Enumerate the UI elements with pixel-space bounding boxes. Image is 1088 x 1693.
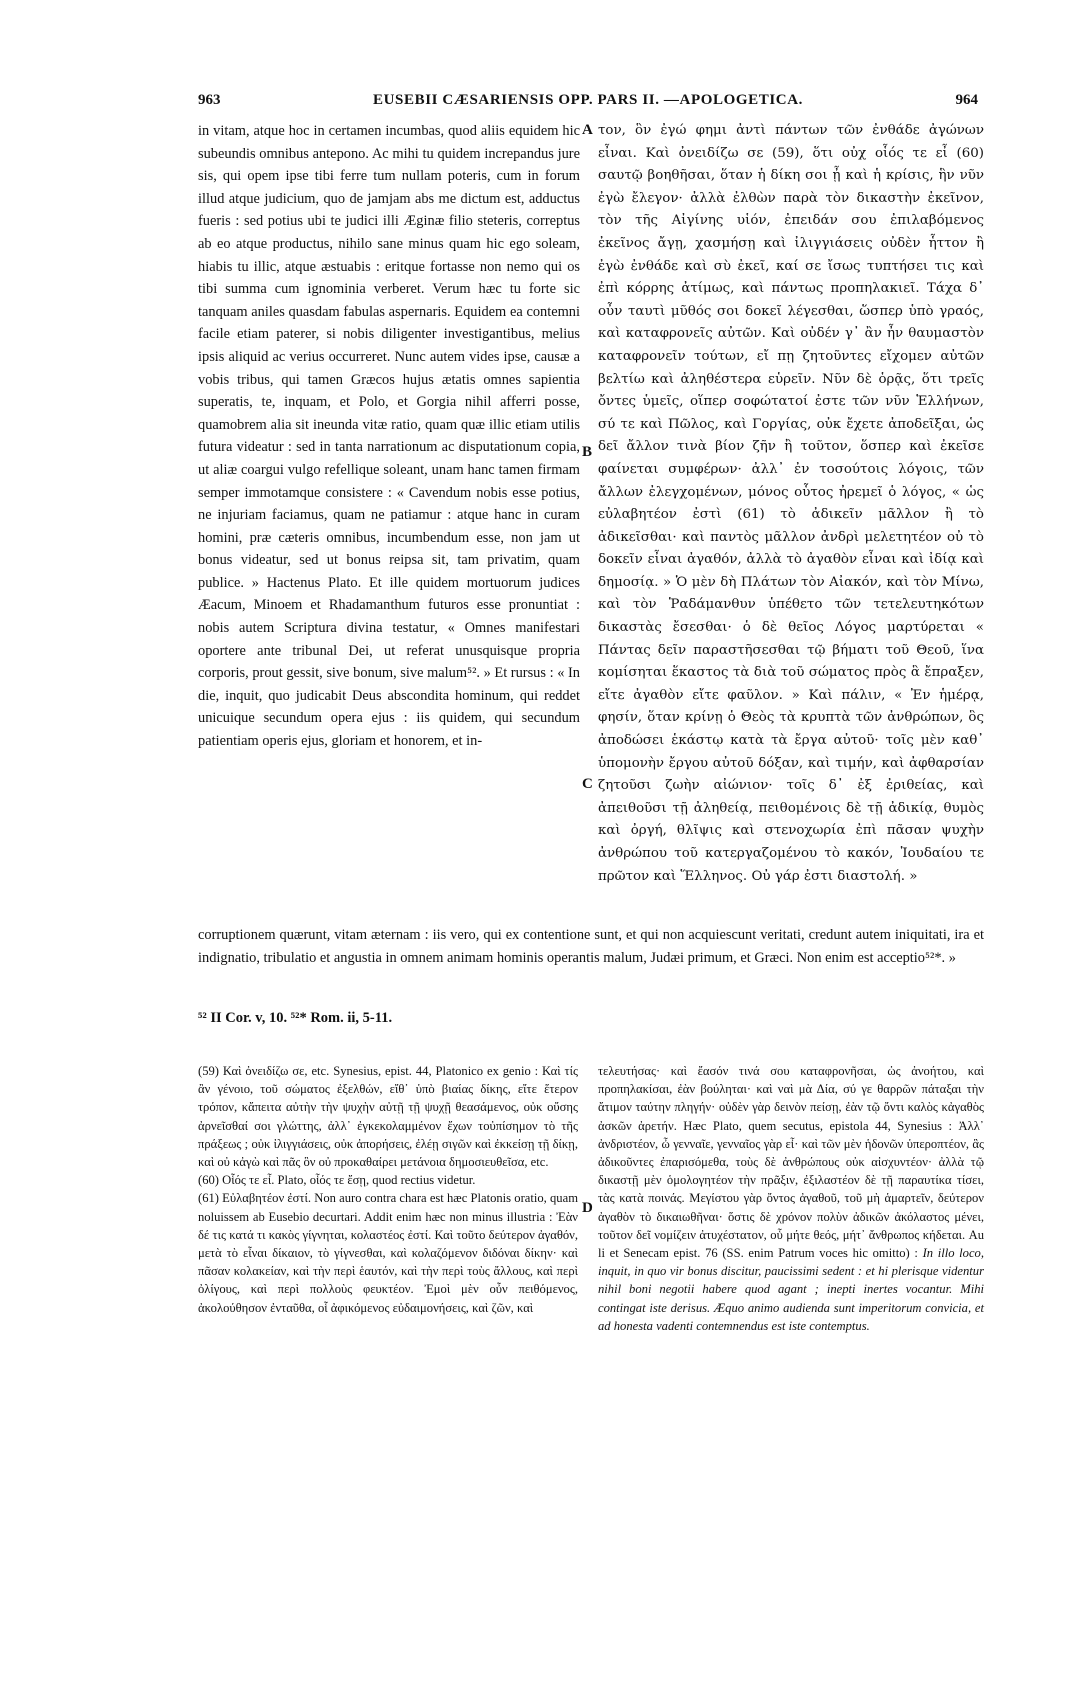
note-59: (59) Καὶ ὀνειδίζω σε, etc. Synesius, epist. 44, Platonico ex genio : Καὶ τίς ἂν γένοιο, τοῦ σώματος ἐξελθών, εἴθ᾽ ὑπὸ βιαίας δίκης, εἴτε ἕτερον τρόπον, κἄπειτα αὐτὴν τὴν ψυχὴν αὐτῇ τῇ ψυχῇ θεασάμενος, οὐκ οὔσης ἀρνεῖσθαί σοι γλώττης, ἀλλ᾽ ἐγκεκολαμμένον ἔχων τοὐπίσημον τὸ τῆς πράξεως ; οὐκ ἰλιγγιάσεις, οὐκ ἀπορήσεις, ἐλέῃ σιγῶν καὶ ἐκκείσῃ τῇ δίκῃ, καὶ οὐ κἀγὼ καὶ πᾶς ὃν οὐ προκαθαίρει μετάνοια δημοσιευθεῖσα, etc. [198,1064,578,1170]
notes-right-text: τελευτήσας· καὶ ἔασόν τινά σου καταφρονῆσαι, ὡς ἀνοήτου, καὶ προπηλακίσαι, ἐὰν βούληται· καὶ ναὶ μὰ Δία, σύ γε θαρρῶν πάταξαι τὴν ἄτιμον ταύτην πληγήν· οὐδὲν γὰρ δεινὸν πείσῃ, ἐὰν τῷ ὄντι καλὸς κἀγαθὸς ἀσκῶν ἀρετήν. Hæc Plato, quem secutus, epistola 44, Synesius : Ἀλλ᾽ ἀνδριστέον, ὦ γενναῖε, γενναῖος γὰρ εἶ· καὶ τῶν μὲν ἡδονῶν ὑπεροπτέον, ἃς ἀδικοῦντες ἐπαρισόμεθα, τοὺς δὲ ἀνθρώπους οὐκ αἰσχυντέον· ἀλλὰ τῷ δικαστῇ μὲν ὁμολογητέον τὴν πρᾶξιν, ἐξιλαστέον δὲ τῇ παραυτίκα τίσει, τὰς κατὰ ποινάς. Μεγίστου γὰρ ὄντος ἀγαθοῦ, τοῦ μὴ ἁμαρτεῖν, δεύτερον ἀγαθὸν τὸ δικαιωθῆναι· ὅστις δὲ χρόνον πολὺν ἀδικῶν ἀκόλαστος μένει, τοῦτον δεῖ νομίζειν ἀτυχέστατον, οὗ μήτε θεός, μήτ᾽ ἄνθρωπος κήδεται. Au li et Senecam epist. 76 (SS. enim Patrum voces hic omitto) : [598,1064,984,1261]
column-marker-a: A [582,122,593,138]
notes-right-column [598,1062,984,1335]
full-width-text-block [198,924,984,969]
greek-text: τον, ὃν ἐγώ φημι ἀντὶ πάντων τῶν ἐνθάδε ἀγώνων εἶναι. Καὶ ὀνειδίζω σε (59), ὅτι οὐχ οἷός τε εἶ (60) σαυτῷ βοηθῆσαι, ὅταν ἡ δίκη σοι ᾖ καὶ ἡ κρίσις, ἣν νῦν ἐγὼ ἔλεγον· ἀλλὰ ἐλθὼν παρὰ τὸν δικαστὴν ἐκεῖνον, τὸν τῆς Αἰγίνης υἱόν, ἐπειδάν σου ἐπιλαβόμενος ἐκεῖνος ἄγῃ, χασμήσῃ καὶ ἰλιγγιάσεις οὐδὲν ἧττον ἢ ἐγὼ ἐνθάδε καὶ σὺ ἐκεῖ, καί σε ἴσως τυπτήσει τις καὶ ἐπὶ κόρρης ἀτίμως, καὶ πάντως προπηλακιεῖ. Τάχα δ᾽ οὖν ταυτὶ μῦθός σοι δοκεῖ λέγεσθαι, ὥσπερ ὑπὸ γραός, καὶ καταφρονεῖς αὐτῶν. Καὶ οὐδέν γ᾽ ἂν ἦν θαυμαστὸν καταφρονεῖν τούτων, εἴ πῃ ζητοῦντες εἴχομεν αὐτῶν βελτίω καὶ ἀληθέστερα εὑρεῖν. Νῦν δὲ ὁρᾷς, ὅτι τρεῖς ὄντες ὑμεῖς, οἵπερ σοφώτατοί ἐστε τῶν νῦν Ἑλλήνων, σύ τε καὶ Πῶλος, καὶ Γοργίας, οὐκ ἔχετε ἀποδεῖξαι, ὡς δεῖ ἄλλον τινὰ βίον ζῆν ἢ τοῦτον, ὅσπερ καὶ ἐκεῖσε φαίνεται συμφέρων· ἀλλ᾽ ἐν τοσούτοις λόγοις, τῶν ἄλλων ἐλεγχομένων, μόνος οὗτος ἠρεμεῖ ὁ λόγος, « ὡς εὐλαβητέον ἐστὶ (61) τὸ ἀδικεῖν μᾶλλον ἢ τὸ ἀδικεῖσθαι· καὶ παντὸς μᾶλλον ἀνδρὶ μελετητέον οὐ τὸ δοκεῖν εἶναι ἀγαθόν, ἀλλὰ τὸ ἀγαθὸν εἶναι καὶ ἰδίᾳ καὶ δημοσίᾳ. » Ὁ μὲν δὴ Πλάτων τὸν Αἰακόν, καὶ τὸν Μίνω, καὶ τὸν Ῥαδάμανθυν ὑπέθετο τῶν τετελευτηκότων δικαστὰς ἔσεσθαι· ὁ δὲ θεῖος Λόγος μαρτύρεται « Πάντας δεῖν παραστῆσεσθαι τῷ βήματι τοῦ Θεοῦ, ἵνα κομίσηται ἕκαστος τὰ διὰ τοῦ σώματος πρὸς ἃ ἔπραξεν, εἴτε ἀγαθὸν εἴτε φαῦλον. » Καὶ πάλιν, « Ἐν ἡμέρᾳ, φησίν, ὅταν κρίνῃ ὁ Θεὸς τὰ κρυπτὰ τῶν ἀνθρώπων, ὃς ἀποδώσει ἑκάστῳ κατὰ τὰ ἔργα αὐτοῦ· τοῖς μὲν καθ᾽ ὑπομονὴν ἔργου αὐτοῦ δόξαν, καὶ τιμήν, καὶ ἀφθαρσίαν ζητοῦσι ζωὴν αἰώνιον· τοῖς δ᾽ ἐξ ἐριθείας, καὶ ἀπειθοῦσι τῇ ἀληθείᾳ, πειθομένοις δὲ τῇ ἀδικίᾳ, θυμὸς καὶ ὀργή, θλῖψις καὶ στενοχωρία ἐπὶ πᾶσαν ψυχὴν ἀνθρώπου τοῦ κατεργαζομένου τὸ κακόν, Ἰουδαίου τε πρῶτον καὶ Ἕλληνος. Οὐ γάρ ἐστι διαστολή. » [598,123,984,884]
full-width-text: corruptionem quærunt, vitam æternam : iis vero, qui ex contentione sunt, et qui non acquiescunt veritati, credunt autem iniquitati, ira et indignatio, tribulatio et angustia in omnem animam hominis operantis malum, Judæi primum, et Græci. Non enim est acceptio⁵²*. » [198,927,984,966]
page-number-left: 963 [198,92,221,108]
greek-column [598,120,984,888]
column-marker-d: D [582,1200,593,1216]
notes-left-column [198,1062,578,1317]
note-60: (60) Οἷός τε εἶ. Plato, οἷός τε ἔσῃ, quod rectius videtur. [198,1173,476,1188]
notes-right-italic: In illo loco, inquit, in quo vir bonus discitur, paucissimi sedent : et hi plerisque videntur nihil boni negotii habere quod agant ; inepti inertes vocantur. Mihi contingat iste derisus. Æquo animo audienda sunt imperitorum convicia, et ad honesta vadenti contemnendus est iste contemptus. [598,1246,984,1333]
latin-column [198,120,580,753]
page-header [198,92,978,118]
footnotes: ⁵² II Cor. v, 10. ⁵²* Rom. ii, 5-11. [198,1010,393,1026]
running-head: EUSEBII CÆSARIENSIS OPP. PARS II. —APOLOGETICA. [373,92,803,108]
note-61: (61) Εὐλαβητέον ἐστί. Non auro contra chara est hæc Platonis oratio, quam noluissem ab Eusebio decurtari. Addit enim hæc non minus illustria : Ἐὰν δέ τις κατά τι κακὸς γίγνηται, κολαστέος ἐστί. Καὶ τοῦτο δεύτερον ἀγαθόν, μετὰ τὸ εἶναι δίκαιον, τὸ γίγνεσθαι, καὶ κολαζόμενον διδόναι δίκην· καὶ πᾶσαν κολακείαν, καὶ τὴν περὶ ἑαυτόν, καὶ τὴν περὶ τοὺς ἄλλους, καὶ περὶ ὀλίγους, καὶ περὶ πολλοὺς φευκτέον. Ἐμοὶ μὲν οὖν πειθόμενος, ἀκολούθησον ἐνταῦθα, οἷ ἀφικόμενος εὐδαιμονήσεις, καὶ ζῶν, καὶ [198,1191,578,1315]
column-marker-c: C [582,776,593,792]
latin-text: in vitam, atque hoc in certamen incumbas, quod aliis equidem hic subeundis omnibus antepono. Ac mihi tu quidem increpandus jure sis, qui opem ipse tibi ferre tum nullam poteris, cum in forum illud atque judicium, quo de jamjam abs me dictum est, adductus fueris : sed potius ubi te judici illi Æginæ filio steteris, correptus ab eo atque productus, nihilo sane minus quam hic ego soleam, hiabis tu illic, atque æstuabis : eritque fortasse non nemo qui os tibi summa cum ignominia verberet. Verum hæc tu forte sic tanquam aniles quasdam fabulas aspernaris. Equidem ea contemni facile etiam paterer, si nobis diligenter investigantibus, melius ipsis aliquid ac verius occurreret. Nunc autem vides ipse, causæ a vobis tribus, qui tamen Græcos hujus ætatis omnes sapientia superatis, te, inquam, et Polo, et Gorgia nihil afferri posse, quamobrem alia sit ineunda vitæ ratio, quam quæ illic etiam utilis futura videatur : sed in tanta narrationum ac disputationum copia, ut aliæ coargui vulgo refellique soleant, unam hanc tamen firmam semper immotamque consistere : « Cavendum nobis esse potius, ne injuriam faciamus, quam ne patiamur : atque hanc in curam homini, præ cæteris omnibus, incumbendum esse, non jam ut bonus videatur, sed ut bonus reipsa sit, tam privatim, quam publice. » Hactenus Plato. Et ille quidem mortuorum judices Æacum, Minoem et Rhadamanthum futuros esse pronuntiat : nobis autem Scriptura divina testatur, « Omnes manifestari oportere ante tribunal Dei, ut referat unusquisque propria corporis, prout gessit, sive bonum, sive malum⁵². » Et rursus : « In die, inquit, quo judicabit Deus abscondita hominum, qui reddet unicuique secundum opera ejus : iis quidem, qui secundum patientiam operis ejus, gloriam et honorem, et in- [198,123,580,750]
column-marker-b: B [582,444,593,460]
page-number-right: 964 [955,92,978,108]
